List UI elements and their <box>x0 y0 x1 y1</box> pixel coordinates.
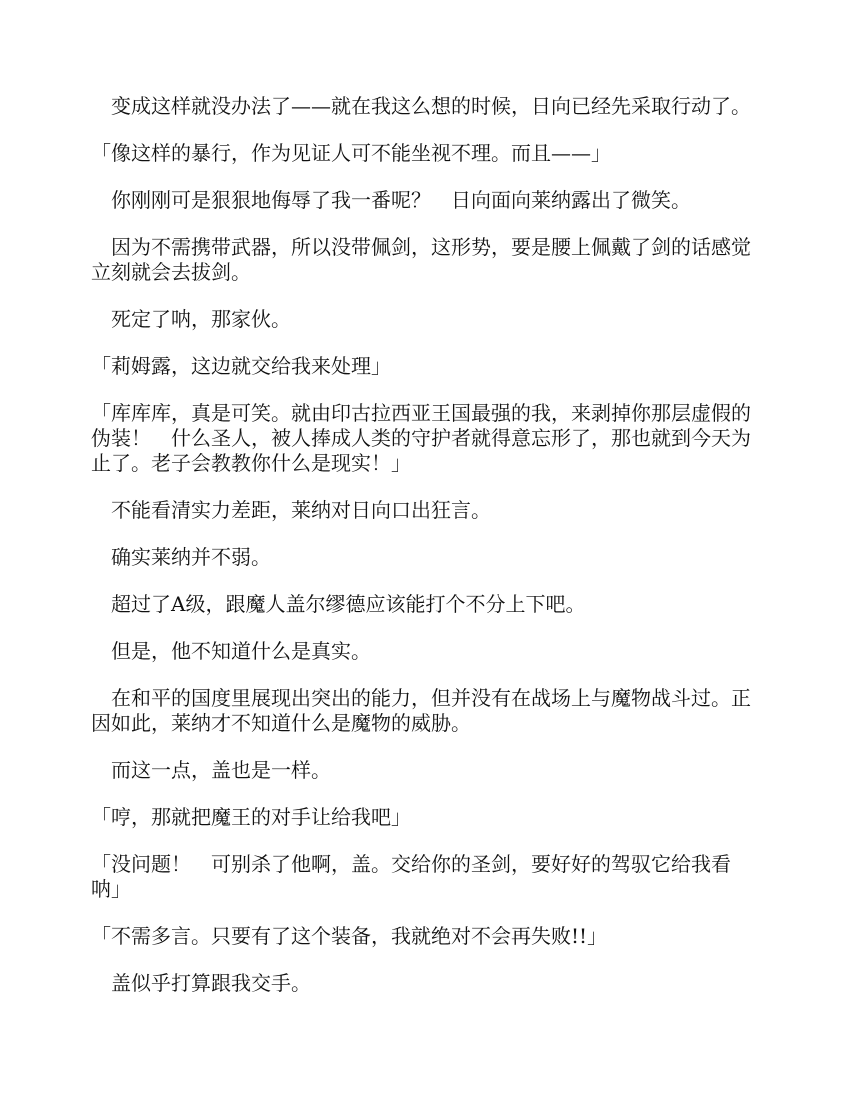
paragraph: 「库库库，真是可笑。就由印古拉西亚王国最强的我，来剥掉你那层虚假的伪装！ 什么圣人，被人捧成人类的守护者就得意忘形了，那也就到今天为止了。老子会教教你什么是现实！」 <box>91 401 751 475</box>
paragraph: 而这一点，盖也是一样。 <box>91 758 331 782</box>
paragraph: 但是，他不知道什么是真实。 <box>91 639 371 663</box>
paragraph: 盖似乎打算跟我交手。 <box>91 971 311 995</box>
paragraph: 确实莱纳并不弱。 <box>91 545 271 569</box>
paragraph: 超过了A级，跟魔人盖尔缪德应该能打个不分上下吧。 <box>91 592 586 616</box>
paragraph: 你刚刚可是狠狠地侮辱了我一番呢？ 日向面向莱纳露出了微笑。 <box>91 188 691 212</box>
paragraph: 不能看清实力差距，莱纳对日向口出狂言。 <box>91 498 491 522</box>
paragraph: 在和平的国度里展现出突出的能力，但并没有在战场上与魔物战斗过。正因如此，莱纳才不知道什么是魔物的威胁。 <box>91 686 751 735</box>
document-body <box>91 94 759 1018</box>
paragraph: 「没问题！ 可别杀了他啊，盖。交给你的圣剑，要好好的驾驭它给我看呐」 <box>91 852 731 901</box>
paragraph: 「像这样的暴行，作为见证人可不能坐视不理。而且——」 <box>91 141 611 165</box>
paragraph: 死定了呐，那家伙。 <box>91 307 291 331</box>
paragraph: 「不需多言。只要有了这个装备，我就绝对不会再失败!!」 <box>91 924 608 948</box>
paragraph: 「莉姆露，这边就交给我来处理」 <box>91 354 391 378</box>
paragraph: 「哼，那就把魔王的对手让给我吧」 <box>91 805 411 829</box>
paragraph: 因为不需携带武器，所以没带佩剑，这形势，要是腰上佩戴了剑的话感觉立刻就会去拔剑。 <box>91 235 751 284</box>
paragraph: 变成这样就没办法了——就在我这么想的时候，日向已经先采取行动了。 <box>91 94 751 118</box>
